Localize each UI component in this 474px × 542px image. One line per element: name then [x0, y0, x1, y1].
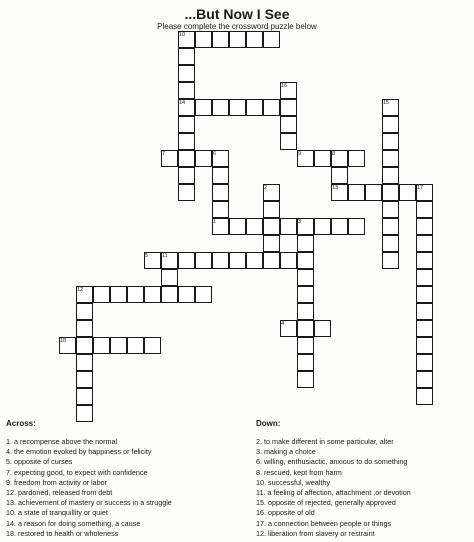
grid-cell[interactable]	[263, 31, 280, 48]
grid-cell[interactable]	[178, 184, 195, 201]
clue-number: 6	[213, 151, 217, 157]
grid-cell[interactable]	[212, 167, 229, 184]
grid-cell[interactable]	[280, 252, 297, 269]
across-heading: Across:	[6, 419, 36, 428]
grid-cell[interactable]	[331, 167, 348, 184]
clue-number: 13	[332, 185, 339, 191]
grid-cell[interactable]	[365, 184, 382, 201]
grid-cell[interactable]	[195, 31, 212, 48]
grid-cell[interactable]	[416, 269, 433, 286]
grid-cell[interactable]	[110, 337, 127, 354]
grid-cell[interactable]	[297, 320, 314, 337]
across-clue: 7. expecting good, to expect with confidence	[6, 467, 148, 477]
grid-cell[interactable]	[76, 388, 93, 405]
down-clue: 11. a feeling of affection, attachment ,or devotion	[256, 488, 411, 497]
grid-cell[interactable]	[297, 269, 314, 286]
clue-number: 8	[332, 151, 336, 157]
grid-cell[interactable]	[178, 48, 195, 65]
grid-cell[interactable]	[161, 286, 178, 303]
grid-cell[interactable]	[110, 286, 127, 303]
grid-cell[interactable]	[178, 167, 195, 184]
grid-cell[interactable]	[76, 405, 93, 422]
grid-cell[interactable]	[280, 133, 297, 150]
grid-cell[interactable]	[297, 354, 314, 371]
grid-cell[interactable]	[416, 235, 433, 252]
grid-cell[interactable]	[280, 218, 297, 235]
down-clue: 6. willing, enthusiactic, anxious to do something	[256, 457, 408, 467]
grid-cell[interactable]	[382, 184, 399, 201]
grid-cell[interactable]	[212, 252, 229, 269]
grid-cell[interactable]	[246, 31, 263, 48]
grid-cell[interactable]	[178, 286, 195, 303]
across-clue: 18. restored to health or wholeness	[6, 528, 119, 538]
across-clue: 5. opposite of curses	[6, 457, 73, 467]
grid-cell[interactable]	[348, 218, 365, 235]
grid-cell[interactable]	[416, 354, 433, 371]
grid-cell[interactable]	[212, 99, 229, 116]
grid-cell[interactable]	[212, 201, 229, 218]
grid-cell[interactable]	[297, 235, 314, 252]
grid-cell[interactable]	[399, 184, 416, 201]
clue-number: 17	[417, 185, 424, 191]
grid-cell[interactable]	[382, 116, 399, 133]
grid-cell[interactable]	[331, 218, 348, 235]
grid-cell[interactable]	[178, 252, 195, 269]
down-clue: 2. to make different in some particular, alter	[256, 437, 394, 446]
down-heading: Down:	[256, 419, 281, 428]
down-clue: 12. liberation from slavery or restraint	[256, 528, 375, 538]
clue-number: 9	[298, 151, 302, 157]
grid-cell[interactable]	[246, 218, 263, 235]
grid-cell[interactable]	[144, 286, 161, 303]
grid-cell[interactable]	[263, 235, 280, 252]
clue-number: 14	[179, 100, 186, 106]
across-clue: 1. a recompense above the normal	[6, 437, 118, 446]
grid-cell[interactable]	[416, 337, 433, 354]
grid-cell[interactable]	[195, 99, 212, 116]
grid-cell[interactable]	[297, 303, 314, 320]
grid-cell[interactable]	[93, 286, 110, 303]
grid-cell[interactable]	[314, 150, 331, 167]
grid-cell[interactable]	[263, 252, 280, 269]
grid-cell[interactable]	[297, 252, 314, 269]
grid-cell[interactable]	[178, 82, 195, 99]
grid-cell[interactable]	[195, 286, 212, 303]
grid-cell[interactable]	[144, 337, 161, 354]
puzzle-title: ...But Now I See	[184, 6, 290, 22]
grid-cell[interactable]	[229, 252, 246, 269]
down-clue: 15. opposite of rejected, generally approved	[256, 498, 396, 508]
grid-cell[interactable]	[229, 31, 246, 48]
grid-cell[interactable]	[382, 252, 399, 269]
down-clue: 16. opposite of old	[256, 508, 315, 518]
clue-number: 18	[60, 338, 67, 344]
grid-cell[interactable]	[246, 99, 263, 116]
grid-cell[interactable]	[416, 303, 433, 320]
across-clue: 13. achievement of mastery or success in a struggle	[6, 498, 172, 508]
grid-cell[interactable]	[127, 286, 144, 303]
grid-cell[interactable]	[76, 371, 93, 388]
grid-cell[interactable]	[178, 133, 195, 150]
clue-number: 15	[383, 100, 390, 106]
clue-number: 5	[145, 253, 149, 259]
grid-cell[interactable]	[416, 371, 433, 388]
across-clue: 4. the emotion evoked by happiness or felicity	[6, 447, 152, 457]
grid-cell[interactable]	[178, 150, 195, 167]
across-clue: 14. a reason for doing something, a cause	[6, 518, 141, 528]
clue-number: 4	[281, 321, 285, 327]
grid-cell[interactable]	[76, 337, 93, 354]
across-clue: 10. a state of tranquillity or quiet	[6, 508, 108, 518]
grid-cell[interactable]	[416, 388, 433, 405]
grid-cell[interactable]	[382, 201, 399, 218]
grid-cell[interactable]	[212, 184, 229, 201]
grid-cell[interactable]	[416, 286, 433, 303]
grid-cell[interactable]	[161, 269, 178, 286]
grid-cell[interactable]	[382, 235, 399, 252]
clue-number: 1	[213, 219, 217, 225]
grid-cell[interactable]	[416, 252, 433, 269]
grid-cell[interactable]	[76, 303, 93, 320]
grid-cell[interactable]	[229, 218, 246, 235]
grid-cell[interactable]	[416, 320, 433, 337]
grid-cell[interactable]	[297, 371, 314, 388]
grid-cell[interactable]	[416, 201, 433, 218]
grid-cell[interactable]	[280, 116, 297, 133]
grid-cell[interactable]	[127, 337, 144, 354]
grid-cell[interactable]	[297, 337, 314, 354]
down-clue: 17. a connection between people or things	[256, 518, 392, 528]
grid-cell[interactable]	[314, 218, 331, 235]
grid-cell[interactable]	[297, 286, 314, 303]
grid-cell[interactable]	[195, 252, 212, 269]
grid-cell[interactable]	[348, 150, 365, 167]
clue-number: 16	[281, 83, 288, 89]
grid-cell[interactable]	[382, 150, 399, 167]
clue-number: 2	[264, 185, 268, 191]
grid-cell[interactable]	[280, 99, 297, 116]
grid-cell[interactable]	[76, 354, 93, 371]
grid-cell[interactable]	[382, 167, 399, 184]
grid-cell[interactable]	[76, 320, 93, 337]
grid-cell[interactable]	[178, 116, 195, 133]
grid-cell[interactable]	[93, 337, 110, 354]
grid-cell[interactable]	[348, 184, 365, 201]
grid-cell[interactable]	[229, 99, 246, 116]
clue-number: 7	[162, 151, 166, 157]
grid-cell[interactable]	[195, 150, 212, 167]
clue-number: 11	[162, 253, 168, 259]
clue-number: 10	[179, 32, 186, 38]
grid-cell[interactable]	[382, 133, 399, 150]
grid-cell[interactable]	[212, 31, 229, 48]
grid-cell[interactable]	[382, 218, 399, 235]
down-clue: 10. successful, wealthy	[256, 477, 330, 487]
clue-number: 3	[298, 219, 302, 225]
grid-cell[interactable]	[314, 320, 331, 337]
grid-cell[interactable]	[416, 218, 433, 235]
grid-cell[interactable]	[263, 99, 280, 116]
grid-cell[interactable]	[263, 218, 280, 235]
across-clue: 9. freedom from activity or labor	[6, 477, 108, 487]
down-clue: 8. rescued, kept from harm	[256, 467, 342, 477]
down-clue: 3. making a choice	[256, 447, 316, 457]
grid-cell[interactable]	[263, 201, 280, 218]
across-clue: 12. pardoned, released from debt	[6, 488, 113, 497]
grid-cell[interactable]	[246, 252, 263, 269]
puzzle-subtitle: Please complete the crossword puzzle below	[157, 22, 317, 31]
clue-number: 12	[77, 287, 84, 293]
grid-cell[interactable]	[178, 65, 195, 82]
